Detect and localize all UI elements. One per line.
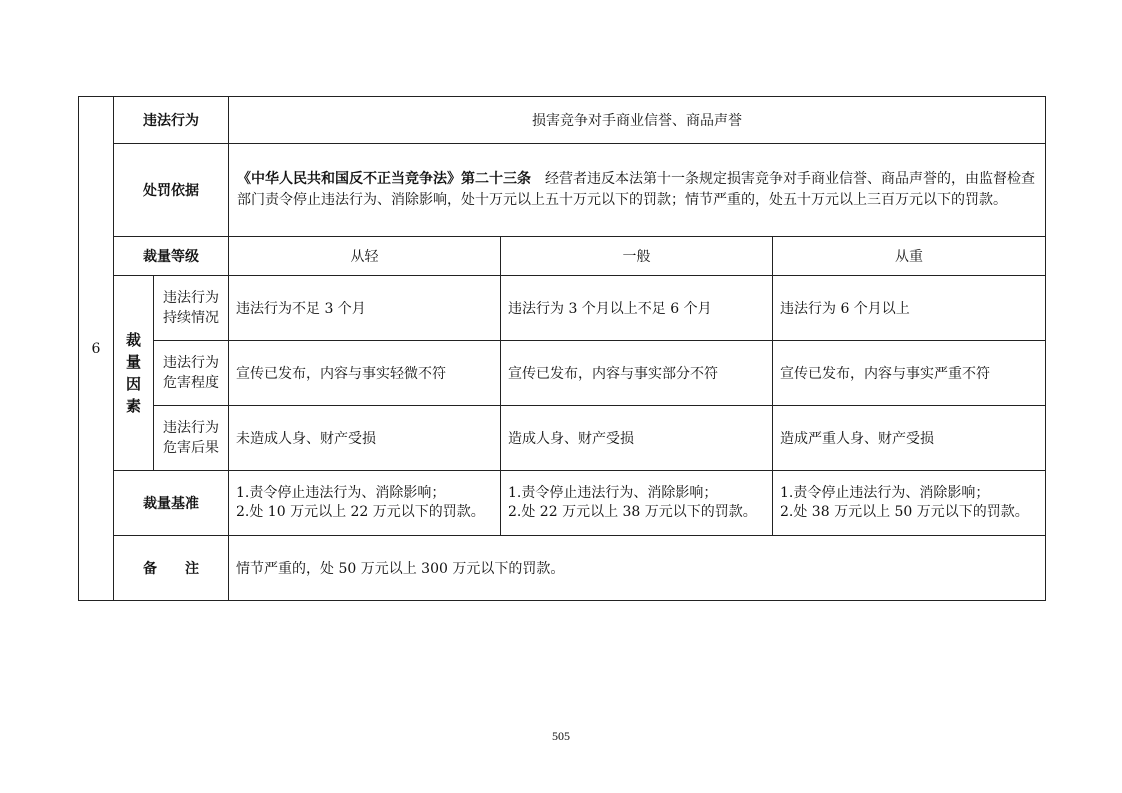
standard-value: 1.责令停止违法行为、消除影响； 2.处 22 万元以上 38 万元以下的罚款。 bbox=[501, 471, 773, 536]
page-number: 505 bbox=[552, 729, 570, 743]
factor-name: 违法行为 危害程度 bbox=[154, 341, 229, 406]
factor-value: 违法行为 3 个月以上不足 6 个月 bbox=[501, 276, 773, 341]
factor-value: 造成严重人身、财产受损 bbox=[773, 406, 1046, 471]
level-general: 一般 bbox=[501, 237, 773, 276]
row-number: 6 bbox=[79, 97, 114, 601]
factor-name: 违法行为 持续情况 bbox=[154, 276, 229, 341]
violation-label: 违法行为 bbox=[114, 97, 229, 144]
remarks-value: 情节严重的，处 50 万元以上 300 万元以下的罚款。 bbox=[229, 536, 1046, 601]
factor-value: 宣传已发布，内容与事实轻微不符 bbox=[229, 341, 501, 406]
discretion-factors-label: 裁 量 因 素 bbox=[114, 276, 154, 471]
level-light: 从轻 bbox=[229, 237, 501, 276]
standard-value: 1.责令停止违法行为、消除影响； 2.处 38 万元以上 50 万元以下的罚款。 bbox=[773, 471, 1046, 536]
factor-value: 宣传已发布，内容与事实部分不符 bbox=[501, 341, 773, 406]
factor-value: 宣传已发布，内容与事实严重不符 bbox=[773, 341, 1046, 406]
remarks-label: 备 注 bbox=[114, 536, 229, 601]
factor-value: 造成人身、财产受损 bbox=[501, 406, 773, 471]
factor-value: 违法行为 6 个月以上 bbox=[773, 276, 1046, 341]
penalty-basis-text bbox=[229, 144, 1046, 237]
level-heavy: 从重 bbox=[773, 237, 1046, 276]
penalty-basis-law: 《中华人民共和国反不正当竞争法》第二十三条 bbox=[237, 171, 531, 187]
discretion-levels-label: 裁量等级 bbox=[114, 237, 229, 276]
factor-value: 未造成人身、财产受损 bbox=[229, 406, 501, 471]
factor-value: 违法行为不足 3 个月 bbox=[229, 276, 501, 341]
penalty-basis-body: 经营者违反本法第十一条规定损害竞争对手商业信誉、商品声誉的，由监督检查部门责令停止违法行为、消除影响，处十万元以上五十万元以下的罚款；情节严重的，处五十万元以上三百万元以下的罚款。 bbox=[237, 171, 1035, 208]
discretion-table bbox=[78, 96, 1046, 601]
discretion-standard-label: 裁量基准 bbox=[114, 471, 229, 536]
standard-value: 1.责令停止违法行为、消除影响； 2.处 10 万元以上 22 万元以下的罚款。 bbox=[229, 471, 501, 536]
penalty-basis-label: 处罚依据 bbox=[114, 144, 229, 237]
factor-name: 违法行为 危害后果 bbox=[154, 406, 229, 471]
violation-value: 损害竞争对手商业信誉、商品声誉 bbox=[229, 97, 1046, 144]
